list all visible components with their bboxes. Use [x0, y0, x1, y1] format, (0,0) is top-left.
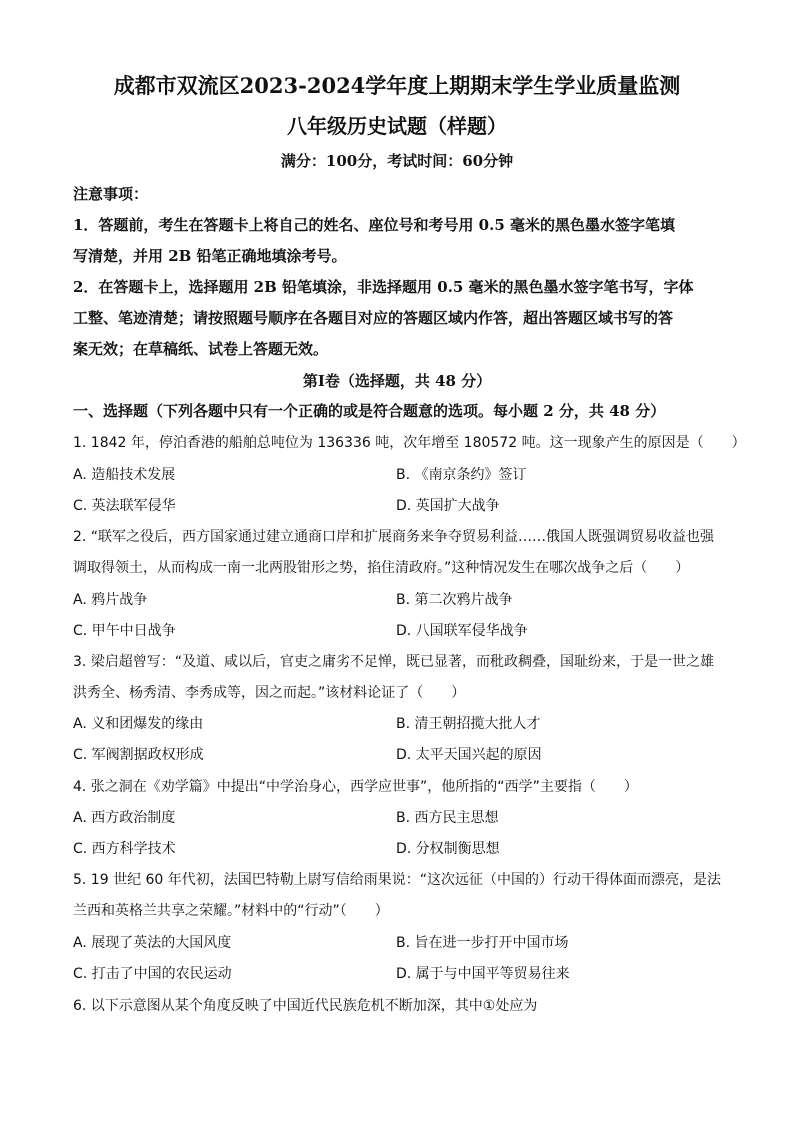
option-c: C. 军阀割据政权形成 — [73, 747, 204, 763]
question-stem: 兰西和英格兰共享之荣耀。”材料中的“行动”（ ） — [73, 903, 389, 919]
option-b: B. 西方民主思想 — [396, 810, 499, 826]
question-stem: 4. 张之洞在《劝学篇》中提出“中学治身心，西学应世事”，他所指的“西学”主要指（ ） — [73, 779, 638, 795]
notice-line: 工整、笔迹清楚；请按照题号顺序在各题目对应的答题区域内作答，超出答题区域书写的答 — [73, 309, 674, 327]
question-stem: 2. “联军之役后，西方国家通过建立通商口岸和扩展商务来争夺贸易利益……俄国人既强调贸易收益也强 — [73, 529, 715, 545]
option-b: B. 《南京条约》签订 — [396, 467, 527, 483]
question-stem: 5. 19 世纪 60 年代初，法国巴特勒上尉写信给雨果说：“这次远征（中国的）行动干得体面而漂亮，是法 — [73, 872, 722, 888]
option-d: D. 八国联军侵华战争 — [396, 623, 528, 639]
option-c: C. 西方科学技术 — [73, 841, 176, 857]
notice-line: 写清楚，并用 2B 铅笔正确地填涂考号。 — [73, 247, 347, 265]
option-b: B. 第二次鸦片战争 — [396, 592, 513, 608]
option-d: D. 英国扩大战争 — [396, 498, 500, 514]
option-b: B. 清王朝招揽大批人才 — [396, 716, 541, 732]
section-title: 第Ⅰ卷（选择题，共 48 分） — [302, 372, 492, 390]
notice-heading: 注意事项： — [73, 185, 149, 203]
question-stem: 调取得领土，从而构成一南一北两股钳形之势，掐住清政府。”这种情况发生在哪次战争之后（ ） — [73, 560, 690, 576]
notice-line: 2．在答题卡上，选择题用 2B 铅笔填涂，非选择题用 0.5 毫米的黑色墨水签字笔书写，字体 — [73, 278, 694, 296]
option-b: B. 旨在进一步打开中国市场 — [396, 935, 569, 951]
option-a: A. 西方政治制度 — [73, 810, 176, 826]
option-c: C. 打击了中国的农民运动 — [73, 966, 232, 982]
exam-subtitle: 八年级历史试题（样题） — [287, 114, 507, 138]
notice-line: 案无效；在草稿纸、试卷上答题无效。 — [73, 340, 329, 358]
exam-info: 满分：100分，考试时间：60分钟 — [280, 152, 514, 170]
question-stem: 3. 梁启超曾写：“及道、咸以后，官吏之庸劣不足惮，既已显著，而秕政稠叠，国耻纷来，于是一世之雄 — [73, 654, 715, 670]
question-stem: 洪秀全、杨秀清、李秀成等，因之而起。”该材料论证了（ ） — [73, 685, 466, 701]
option-d: D. 属于与中国平等贸易往来 — [396, 966, 570, 982]
question-stem: 1. 1842 年，停泊香港的船舶总吨位为 136336 吨，次年增至 180572 吨。这一现象产生的原因是（ ） — [73, 435, 746, 451]
option-c: C. 甲午中日战争 — [73, 623, 176, 639]
option-c: C. 英法联军侵华 — [73, 498, 176, 514]
option-a: A. 义和团爆发的缘由 — [73, 716, 204, 732]
option-a: A. 展现了英法的大国风度 — [73, 935, 232, 951]
option-d: D. 分权制衡思想 — [396, 841, 500, 857]
option-a: A. 造船技术发展 — [73, 467, 176, 483]
question-stem: 6. 以下示意图从某个角度反映了中国近代民族危机不断加深，其中①处应为 — [73, 998, 538, 1014]
section-heading: 一、选择题（下列各题中只有一个正确的或是符合题意的选项。每小题 2 分，共 48 分） — [73, 402, 666, 420]
exam-title: 成都市双流区2023-2024学年度上期期末学生学业质量监测 — [113, 73, 681, 98]
option-d: D. 太平天国兴起的原因 — [396, 747, 542, 763]
option-a: A. 鸦片战争 — [73, 592, 148, 608]
notice-line: 1．答题前，考生在答题卡上将自己的姓名、座位号和考号用 0.5 毫米的黑色墨水签字笔填 — [73, 216, 675, 234]
